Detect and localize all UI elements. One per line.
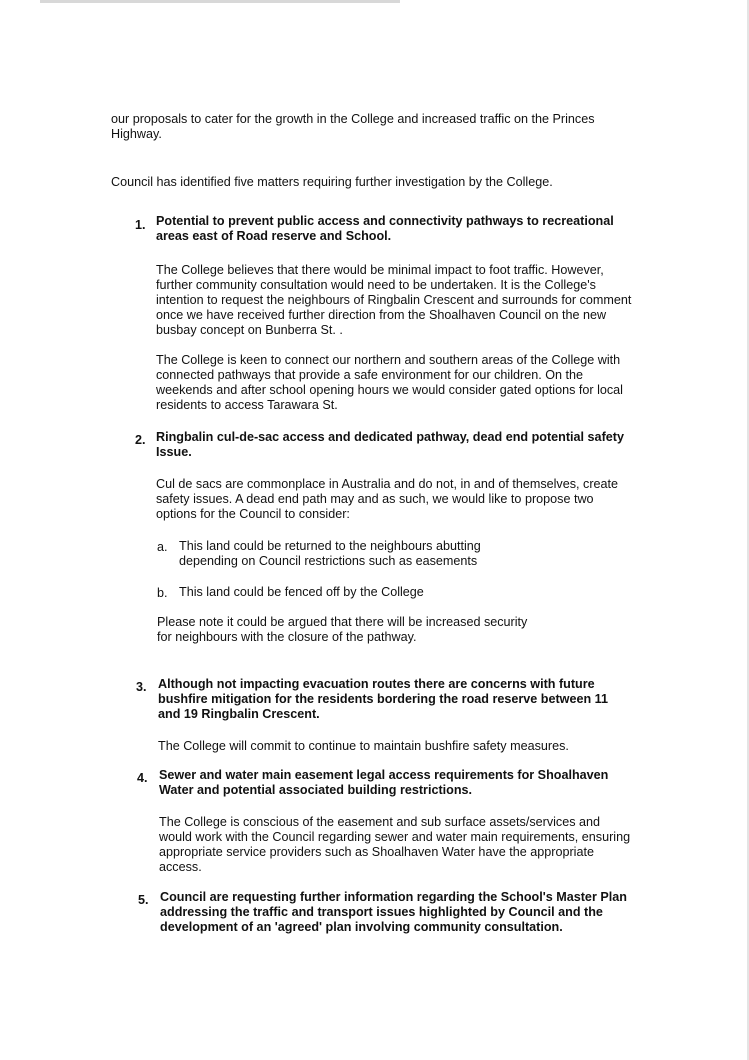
para-line: connected pathways that provide a safe environment for our children. On the [156,368,584,382]
para-line: The College is keen to connect our northern and southern areas of the College with [156,353,621,367]
item-heading [156,214,614,244]
para-line: further community consultation would need to be undertaken. It is the College's [156,278,596,292]
heading-line: bushfire mitigation for the residents bordering the road reserve between 11 [158,692,608,706]
para-line: would work with the Council regarding sewer and water main requirements, ensuring [159,830,631,844]
heading-line: Although not impacting evacuation routes there are concerns with future [158,677,595,691]
item-heading [159,768,608,798]
para-line: options for the Council to consider: [156,507,350,521]
item-paragraph [159,815,630,875]
heading-line: Sewer and water main easement legal access requirements for Shoalhaven [159,768,609,782]
para-line: residents to access Tarawara St. [156,398,338,412]
option-line: This land could be fenced off by the College [179,585,424,599]
para-line: intention to request the neighbours of Ringbalin Crescent and surrounds for comment [156,293,632,307]
item-number: 3. [136,680,147,694]
item-paragraph [156,353,623,413]
note-line: for neighbours with the closure of the pathway. [157,630,417,644]
intro-line: our proposals to cater for the growth in the College and increased traffic on the Princes [111,112,595,126]
heading-line: Water and potential associated building restrictions. [159,783,473,797]
item-number: 5. [138,893,149,907]
heading-line: development of an 'agreed' plan involving community consultation. [160,920,563,934]
para-line: weekends and after school opening hours we would consider gated options for local [156,383,623,397]
para-line: The College will commit to continue to maintain bushfire safety measures. [158,739,569,753]
para-line: once we have received further direction from the Shoalhaven Council on the new [156,308,607,322]
item-heading [156,430,624,460]
item-number: 4. [137,771,148,785]
heading-line: Issue. [156,445,192,459]
item-paragraph [156,477,618,522]
item-heading [160,890,627,935]
lead-paragraph [111,175,553,190]
intro-paragraph [111,112,595,142]
item-paragraph [158,739,569,754]
item-number: 2. [135,433,146,447]
para-line: Cul de sacs are commonplace in Australia and do not, in and of themselves, create [156,477,619,491]
heading-line: areas east of Road reserve and School. [156,229,392,243]
item-paragraph [156,263,631,338]
lead-text: Council has identified five matters requiring further investigation by the College. [111,175,553,189]
option-text [179,539,481,569]
heading-line: and 19 Ringbalin Crescent. [158,707,320,721]
option-line: This land could be returned to the neighbours abutting [179,539,481,553]
para-line: busbay concept on Bunberra St. . [156,323,343,337]
item-number: 1. [135,218,146,232]
heading-line: Potential to prevent public access and connectivity pathways to recreational [156,214,614,228]
note-line: Please note it could be argued that there will be increased security [157,615,528,629]
option-letter: b. [157,586,168,600]
heading-line: Ringbalin cul-de-sac access and dedicated pathway, dead end potential safety [156,430,624,444]
para-line: safety issues. A dead end path may and as such, we would like to propose two [156,492,594,506]
item-heading [158,677,608,722]
option-text [179,585,424,600]
para-line: appropriate service providers such as Shoalhaven Water have the appropriate [159,845,594,859]
para-line: The College believes that there would be minimal impact to foot traffic. However, [156,263,604,277]
intro-line: Highway. [111,127,162,141]
scan-edge-mark [40,0,400,3]
para-line: The College is conscious of the easement and sub surface assets/services and [159,815,601,829]
para-line: access. [159,860,202,874]
heading-line: addressing the traffic and transport issues highlighted by Council and the [160,905,603,919]
item-note [157,615,527,645]
heading-line: Council are requesting further information regarding the School's Master Plan [160,890,627,904]
option-line: depending on Council restrictions such as easements [179,554,478,568]
option-letter: a. [157,540,168,554]
